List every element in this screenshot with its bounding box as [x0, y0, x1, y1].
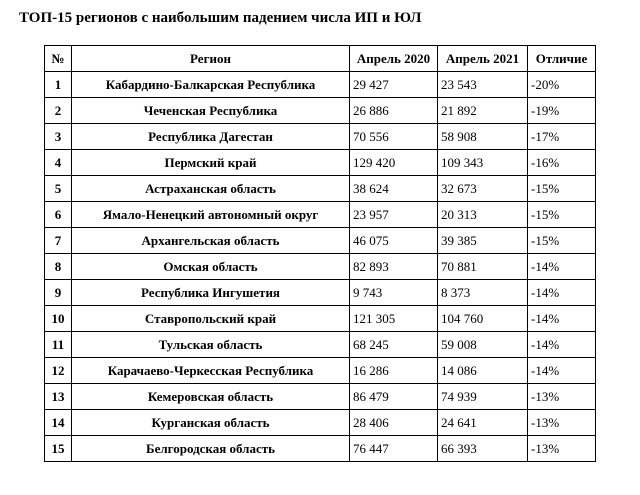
cell-diff: -16%: [528, 150, 596, 176]
table-row: [45, 358, 596, 384]
cell-april-2020: 38 624: [350, 176, 438, 202]
table-row: [45, 254, 596, 280]
cell-num: 8: [45, 254, 72, 280]
cell-april-2021: 104 760: [438, 306, 528, 332]
header-april-2021: Апрель 2021: [438, 46, 528, 72]
cell-diff: -14%: [528, 254, 596, 280]
cell-diff: -15%: [528, 202, 596, 228]
table-row: [45, 410, 596, 436]
cell-region: Пермский край: [72, 150, 350, 176]
cell-region: Курганская область: [72, 410, 350, 436]
cell-diff: -14%: [528, 332, 596, 358]
table-header-row: [45, 46, 596, 72]
cell-diff: -13%: [528, 384, 596, 410]
table-row: [45, 150, 596, 176]
cell-region: Тульская область: [72, 332, 350, 358]
cell-april-2021: 8 373: [438, 280, 528, 306]
cell-april-2020: 82 893: [350, 254, 438, 280]
cell-april-2020: 9 743: [350, 280, 438, 306]
cell-diff: -13%: [528, 436, 596, 462]
cell-april-2020: 46 075: [350, 228, 438, 254]
cell-num: 5: [45, 176, 72, 202]
table-row: [45, 124, 596, 150]
cell-april-2021: 109 343: [438, 150, 528, 176]
cell-april-2020: 23 957: [350, 202, 438, 228]
cell-april-2020: 26 886: [350, 98, 438, 124]
cell-april-2020: 86 479: [350, 384, 438, 410]
cell-num: 13: [45, 384, 72, 410]
cell-num: 1: [45, 72, 72, 98]
table-row: [45, 228, 596, 254]
table-row: [45, 384, 596, 410]
header-diff: Отличие: [528, 46, 596, 72]
cell-num: 4: [45, 150, 72, 176]
cell-april-2020: 29 427: [350, 72, 438, 98]
cell-april-2021: 32 673: [438, 176, 528, 202]
cell-region: Астраханская область: [72, 176, 350, 202]
cell-diff: -13%: [528, 410, 596, 436]
table-row: [45, 72, 596, 98]
cell-region: Ставропольский край: [72, 306, 350, 332]
cell-april-2020: 68 245: [350, 332, 438, 358]
cell-num: 9: [45, 280, 72, 306]
header-num: №: [45, 46, 72, 72]
cell-region: Омская область: [72, 254, 350, 280]
cell-april-2021: 20 313: [438, 202, 528, 228]
cell-diff: -15%: [528, 176, 596, 202]
cell-diff: -17%: [528, 124, 596, 150]
cell-region: Республика Ингушетия: [72, 280, 350, 306]
cell-april-2021: 74 939: [438, 384, 528, 410]
header-region: Регион: [72, 46, 350, 72]
cell-april-2020: 28 406: [350, 410, 438, 436]
table-body: [45, 72, 596, 462]
cell-region: Ямало-Ненецкий автономный округ: [72, 202, 350, 228]
cell-region: Белгородская область: [72, 436, 350, 462]
cell-num: 11: [45, 332, 72, 358]
cell-num: 3: [45, 124, 72, 150]
cell-num: 15: [45, 436, 72, 462]
table-row: [45, 176, 596, 202]
cell-num: 10: [45, 306, 72, 332]
table-row: [45, 306, 596, 332]
cell-april-2021: 23 543: [438, 72, 528, 98]
table-row: [45, 332, 596, 358]
cell-april-2020: 121 305: [350, 306, 438, 332]
cell-april-2021: 59 008: [438, 332, 528, 358]
regions-table: [44, 45, 596, 462]
cell-april-2020: 16 286: [350, 358, 438, 384]
cell-diff: -20%: [528, 72, 596, 98]
cell-april-2021: 21 892: [438, 98, 528, 124]
cell-april-2021: 24 641: [438, 410, 528, 436]
cell-diff: -14%: [528, 358, 596, 384]
cell-num: 2: [45, 98, 72, 124]
cell-num: 12: [45, 358, 72, 384]
cell-region: Чеченская Республика: [72, 98, 350, 124]
table-row: [45, 202, 596, 228]
cell-diff: -14%: [528, 280, 596, 306]
table-row: [45, 436, 596, 462]
cell-num: 7: [45, 228, 72, 254]
cell-region: Кабардино-Балкарская Республика: [72, 72, 350, 98]
cell-num: 6: [45, 202, 72, 228]
cell-diff: -19%: [528, 98, 596, 124]
cell-april-2021: 70 881: [438, 254, 528, 280]
cell-april-2021: 39 385: [438, 228, 528, 254]
cell-april-2021: 14 086: [438, 358, 528, 384]
cell-april-2020: 129 420: [350, 150, 438, 176]
cell-april-2021: 58 908: [438, 124, 528, 150]
cell-region: Кемеровская область: [72, 384, 350, 410]
table-row: [45, 98, 596, 124]
cell-region: Карачаево-Черкесская Республика: [72, 358, 350, 384]
cell-num: 14: [45, 410, 72, 436]
table-row: [45, 280, 596, 306]
cell-april-2020: 70 556: [350, 124, 438, 150]
header-april-2020: Апрель 2020: [350, 46, 438, 72]
cell-diff: -15%: [528, 228, 596, 254]
cell-april-2021: 66 393: [438, 436, 528, 462]
cell-region: Республика Дагестан: [72, 124, 350, 150]
cell-april-2020: 76 447: [350, 436, 438, 462]
page-title: ТОП-15 регионов с наибольшим падением числа ИП и ЮЛ: [19, 10, 422, 26]
cell-diff: -14%: [528, 306, 596, 332]
cell-region: Архангельская область: [72, 228, 350, 254]
